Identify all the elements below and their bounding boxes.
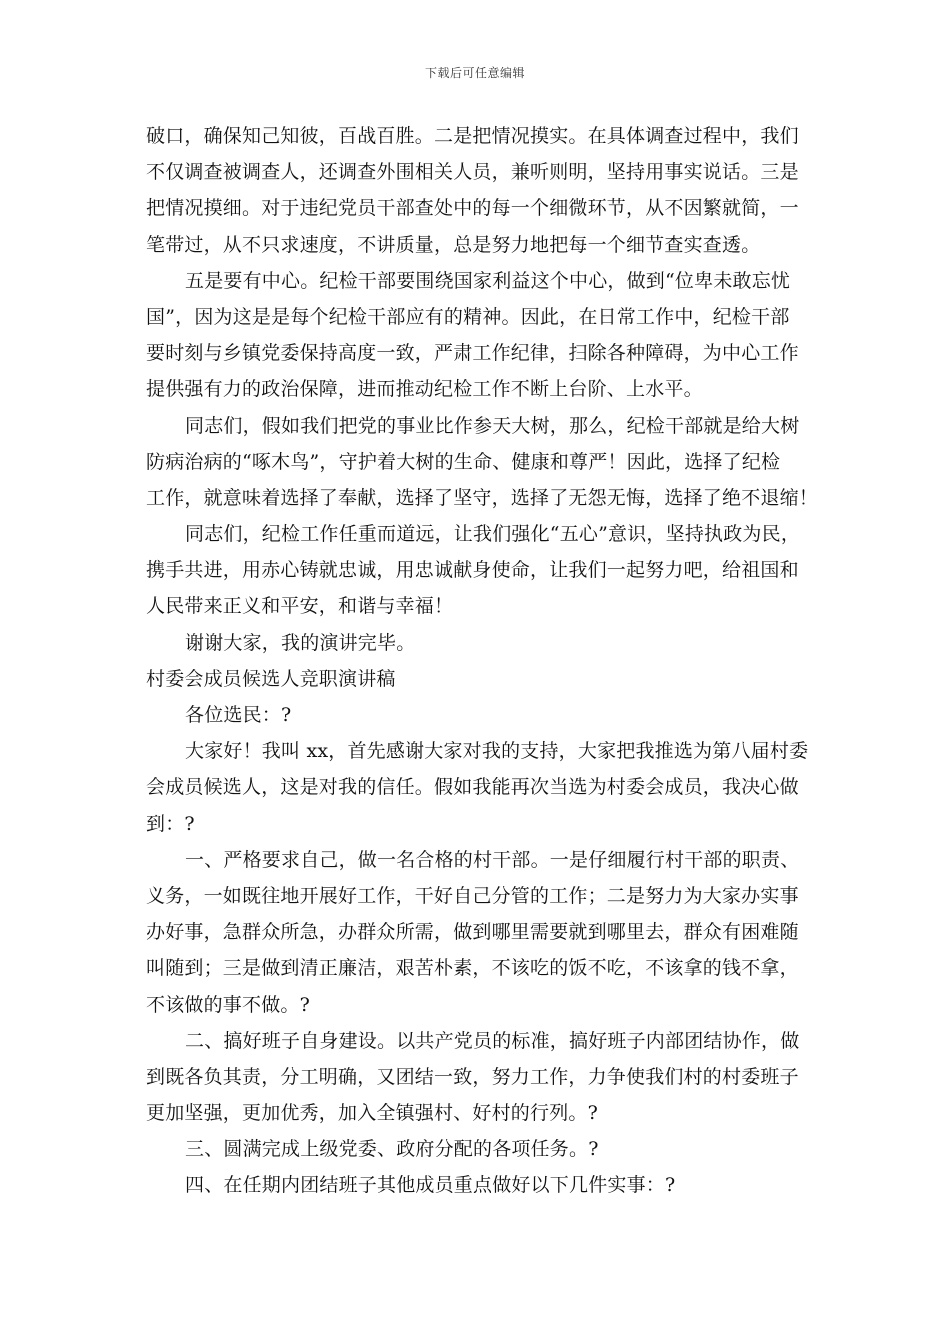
text-line: 携手共进，用赤心铸就忠诚，用忠诚献身使命，让我们一起努力吧，给祖国和 [146, 559, 799, 582]
text-line: 要时刻与乡镇党委保持高度一致，严肃工作纪律，扫除各种障碍，为中心工作 [146, 342, 799, 365]
text-line: 不仅调查被调查人，还调查外围相关人员，兼听则明，坚持用事实说话。三是 [146, 161, 799, 184]
text-line: 五是要有中心。纪检干部要围绕国家利益这个中心，做到“位卑未敢忘忧 [185, 269, 791, 292]
text-line: 提供强有力的政治保障，进而推动纪检工作不断上台阶、上水平。 [146, 378, 703, 401]
text-line: 笔带过，从不只求速度，不讲质量，总是努力地把每一个细节查实查透。 [146, 233, 761, 256]
text-line: 工作，就意味着选择了奉献，选择了坚守，选择了无怨无悔，选择了绝不退缩！ [146, 486, 819, 509]
text-line: 更加坚强，更加优秀，加入全镇强村、好村的行列。? [146, 1102, 598, 1125]
text-line: 叫随到；三是做到清正廉洁，艰苦朴素，不该吃的饭不吃，不该拿的钱不拿， [146, 957, 799, 980]
text-line: 防病治病的“啄木鸟”，守护着大树的生命、健康和尊严！因此，选择了纪检 [146, 450, 781, 473]
text-line: 人民带来正义和平安，和谐与幸福！ [146, 595, 454, 618]
text-line: 到既各负其责，分工明确，又团结一致，努力工作，力争使我们村的村委班子 [146, 1065, 799, 1088]
text-line: 同志们，纪检工作任重而道远，让我们强化“五心”意识，坚持执政为民， [185, 523, 801, 546]
text-line: 谢谢大家，我的演讲完毕。 [185, 631, 416, 654]
text-line: 三、圆满完成上级党委、政府分配的各项任务。? [185, 1138, 599, 1161]
text-line: 破口，确保知己知彼，百战百胜。二是把情况摸实。在具体调查过程中，我们 [146, 125, 799, 147]
text-line: 到：? [146, 812, 195, 835]
text-line: 村委会成员候选人竞职演讲稿 [146, 667, 396, 690]
text-line: 办好事，急群众所急，办群众所需，做到哪里需要就到哪里去，群众有困难随 [146, 921, 799, 944]
text-line: 国”，因为这是是每个纪检干部应有的精神。因此，在日常工作中，纪检干部 [146, 305, 790, 328]
document-body [146, 118, 826, 1204]
text-line: 会成员候选人，这是对我的信任。假如我能再次当选为村委会成员，我决心做 [146, 776, 799, 799]
page-header: 下载后可任意编辑 [424, 66, 525, 80]
text-line: 同志们，假如我们把党的事业比作参天大树，那么，纪检干部就是给大树 [185, 414, 800, 437]
text-line: 把情况摸细。对于违纪党员干部查处中的每一个细微环节，从不因繁就简，一 [146, 197, 799, 220]
text-line: 二、搞好班子自身建设。以共产党员的标准，搞好班子内部团结协作，做 [185, 1029, 800, 1052]
text-line: 各位选民：? [185, 704, 292, 726]
text-line: 义务，一如既往地开展好工作，干好自己分管的工作；二是努力为大家办实事 [146, 884, 799, 907]
text-line: 不该做的事不做。? [146, 993, 310, 1016]
text-line: 四、在任期内团结班子其他成员重点做好以下几件实事：? [185, 1174, 676, 1197]
text-line: 一、严格要求自己，做一名合格的村干部。一是仔细履行村干部的职责、 [185, 848, 800, 871]
text-line: 大家好！我叫 xx，首先感谢大家对我的支持，大家把我推选为第八届村委 [185, 740, 809, 763]
